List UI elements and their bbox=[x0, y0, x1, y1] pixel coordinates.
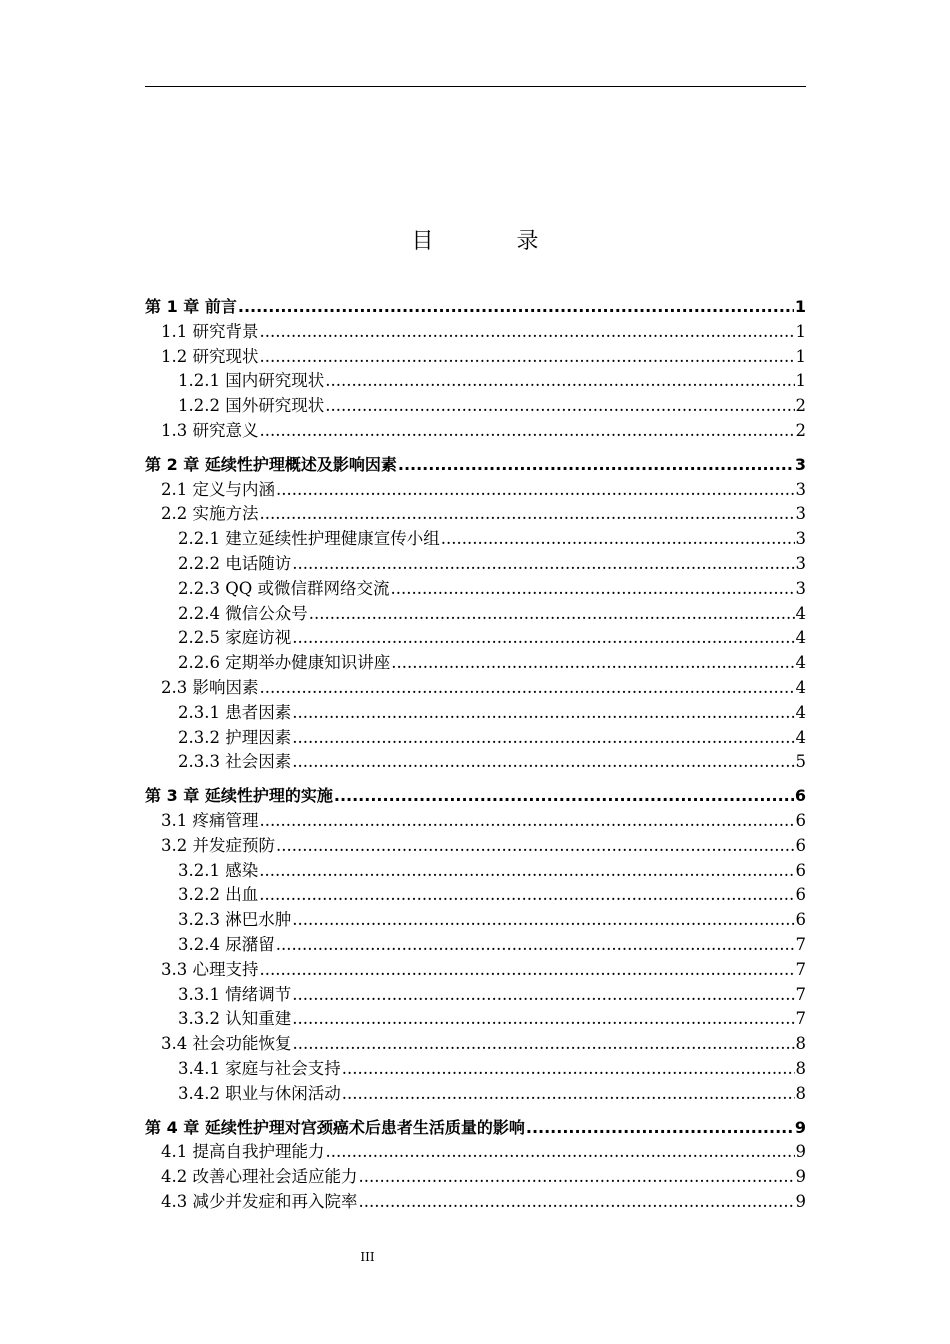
toc-entry[interactable] bbox=[145, 834, 806, 859]
toc-dot-leader bbox=[334, 784, 794, 809]
toc-dot-leader bbox=[398, 453, 794, 478]
toc-entry-title: 2.2 实施方法 bbox=[161, 504, 259, 524]
toc-entry-title: 3.4.2 职业与休闲活动 bbox=[178, 1083, 341, 1103]
toc-entry[interactable] bbox=[145, 933, 806, 958]
toc-entry-title: 2.3.3 社会因素 bbox=[178, 752, 292, 772]
toc-entry-title: 2.2.1 建立延续性护理健康宣传小组 bbox=[178, 529, 440, 549]
toc-entry[interactable] bbox=[145, 1057, 806, 1082]
toc-dot-leader bbox=[326, 1140, 795, 1165]
toc-entry-title: 4.2 改善心理社会适应能力 bbox=[161, 1167, 358, 1187]
toc-dot-leader bbox=[292, 983, 794, 1008]
toc-entry-title: 2.3.2 护理因素 bbox=[178, 727, 292, 747]
toc-entry-title: 3.2.4 尿潴留 bbox=[178, 934, 275, 954]
toc-entry-page: 2 bbox=[795, 420, 806, 440]
toc-entry-page: 8 bbox=[795, 1083, 806, 1103]
toc-entry-page: 7 bbox=[795, 959, 806, 979]
toc-entry-title: 3.2.3 淋巴水肿 bbox=[178, 910, 292, 930]
toc-dot-leader bbox=[325, 394, 794, 419]
toc-dot-leader bbox=[325, 369, 794, 394]
toc-entry-page: 6 bbox=[794, 786, 806, 806]
toc-entry-title: 2.2.2 电话随访 bbox=[178, 553, 292, 573]
toc-entry-page: 4 bbox=[795, 603, 806, 623]
toc-entry[interactable] bbox=[145, 527, 806, 552]
toc-entry-title: 2.2.6 定期举办健康知识讲座 bbox=[178, 653, 391, 673]
toc-dot-leader bbox=[292, 1007, 794, 1032]
toc-entry[interactable] bbox=[145, 1165, 806, 1190]
toc-entry-page: 1 bbox=[795, 371, 806, 391]
toc-entry[interactable] bbox=[145, 394, 806, 419]
toc-dot-leader bbox=[260, 809, 795, 834]
toc-dot-leader bbox=[276, 834, 795, 859]
toc-entry-title: 2.2.5 家庭访视 bbox=[178, 628, 292, 648]
toc-entry[interactable] bbox=[145, 908, 806, 933]
toc-dot-leader bbox=[342, 1057, 795, 1082]
toc-entry[interactable] bbox=[145, 602, 806, 627]
toc-entry-page: 6 bbox=[795, 810, 806, 830]
toc-entry[interactable] bbox=[145, 809, 806, 834]
toc-entry-page: 9 bbox=[794, 1117, 806, 1137]
toc-entry[interactable] bbox=[145, 983, 806, 1008]
toc-entry[interactable] bbox=[145, 502, 806, 527]
toc-entry[interactable] bbox=[145, 1032, 806, 1057]
toc-chapter-entry[interactable] bbox=[145, 295, 806, 320]
toc-entry-page: 6 bbox=[795, 835, 806, 855]
toc-entry-title: 3.1 疼痛管理 bbox=[161, 810, 259, 830]
toc-entry-page: 5 bbox=[795, 752, 806, 772]
toc-dot-leader bbox=[292, 552, 794, 577]
toc-entry[interactable] bbox=[145, 883, 806, 908]
toc-entry-page: 7 bbox=[795, 934, 806, 954]
table-of-contents bbox=[145, 295, 806, 1215]
toc-entry-page: 9 bbox=[795, 1191, 806, 1211]
toc-entry-page: 6 bbox=[795, 885, 806, 905]
toc-dot-leader bbox=[292, 726, 794, 751]
toc-dot-leader bbox=[359, 1190, 795, 1215]
toc-entry-title: 1.3 研究意义 bbox=[161, 420, 259, 440]
toc-entry-title: 1.2.2 国外研究现状 bbox=[178, 396, 325, 416]
toc-dot-leader bbox=[276, 933, 795, 958]
toc-entry[interactable] bbox=[145, 478, 806, 503]
toc-dot-leader bbox=[260, 320, 795, 345]
toc-entry-title: 第 3 章 延续性护理的实施 bbox=[145, 786, 333, 806]
toc-entry-title: 3.2.2 出血 bbox=[178, 885, 259, 905]
toc-entry-page: 3 bbox=[795, 529, 806, 549]
toc-entry[interactable] bbox=[145, 1140, 806, 1165]
toc-entry[interactable] bbox=[145, 345, 806, 370]
toc-entry[interactable] bbox=[145, 626, 806, 651]
toc-entry-page: 1 bbox=[794, 297, 806, 316]
toc-entry-title: 1.1 研究背景 bbox=[161, 321, 259, 341]
toc-entry-page: 3 bbox=[795, 553, 806, 573]
toc-entry-title: 3.2.1 感染 bbox=[178, 860, 259, 880]
toc-dot-leader bbox=[391, 651, 794, 676]
toc-dot-leader bbox=[342, 1082, 795, 1107]
toc-entry-page: 9 bbox=[795, 1142, 806, 1162]
toc-entry-page: 3 bbox=[795, 504, 806, 524]
toc-dot-leader bbox=[259, 883, 794, 908]
toc-entry-page: 8 bbox=[795, 1058, 806, 1078]
toc-entry-title: 4.1 提高自我护理能力 bbox=[161, 1142, 325, 1162]
toc-entry-page: 3 bbox=[795, 578, 806, 598]
toc-entry-page: 4 bbox=[795, 702, 806, 722]
toc-entry-title: 第 1 章 前言 bbox=[145, 297, 237, 316]
toc-entry-title: 3.3.1 情绪调节 bbox=[178, 984, 292, 1004]
toc-dot-leader bbox=[260, 419, 795, 444]
toc-entry-title: 1.2 研究现状 bbox=[161, 346, 259, 366]
header-rule bbox=[145, 86, 806, 87]
toc-entry-title: 2.2.3 QQ 或微信群网络交流 bbox=[178, 578, 390, 598]
toc-entry-title: 3.3 心理支持 bbox=[161, 959, 259, 979]
toc-entry[interactable] bbox=[145, 419, 806, 444]
toc-dot-leader bbox=[441, 527, 795, 552]
toc-dot-leader bbox=[526, 1116, 794, 1141]
toc-entry-title: 3.3.2 认知重建 bbox=[178, 1009, 292, 1029]
toc-entry-page: 6 bbox=[795, 910, 806, 930]
toc-entry[interactable] bbox=[145, 958, 806, 983]
toc-dot-leader bbox=[276, 478, 795, 503]
toc-entry-page: 2 bbox=[795, 396, 806, 416]
toc-entry-page: 1 bbox=[795, 346, 806, 366]
toc-chapter-entry[interactable] bbox=[145, 453, 806, 478]
toc-dot-leader bbox=[292, 908, 794, 933]
toc-dot-leader bbox=[391, 577, 795, 602]
toc-entry[interactable] bbox=[145, 651, 806, 676]
toc-entry[interactable] bbox=[145, 676, 806, 701]
toc-dot-leader bbox=[260, 345, 795, 370]
toc-entry-title: 2.3.1 患者因素 bbox=[178, 702, 292, 722]
toc-entry[interactable] bbox=[145, 1007, 806, 1032]
toc-entry[interactable] bbox=[145, 859, 806, 884]
toc-chapter-entry[interactable] bbox=[145, 1116, 806, 1141]
toc-dot-leader bbox=[292, 701, 794, 726]
toc-entry-title: 3.2 并发症预防 bbox=[161, 835, 275, 855]
toc-entry-page: 1 bbox=[795, 321, 806, 341]
toc-entry-title: 第 2 章 延续性护理概述及影响因素 bbox=[145, 454, 397, 474]
toc-entry-page: 3 bbox=[794, 454, 806, 474]
toc-dot-leader bbox=[260, 502, 795, 527]
toc-entry-title: 4.3 减少并发症和再入院率 bbox=[161, 1191, 358, 1211]
toc-entry-page: 8 bbox=[795, 1034, 806, 1054]
toc-entry-title: 2.3 影响因素 bbox=[161, 677, 259, 697]
toc-entry[interactable] bbox=[145, 1190, 806, 1215]
page-number: III bbox=[360, 1250, 375, 1264]
toc-entry-page: 4 bbox=[795, 628, 806, 648]
toc-chapter-entry[interactable] bbox=[145, 784, 806, 809]
toc-entry-title: 1.2.1 国内研究现状 bbox=[178, 371, 325, 391]
toc-entry-page: 7 bbox=[795, 1009, 806, 1029]
toc-entry-page: 4 bbox=[795, 727, 806, 747]
toc-entry[interactable] bbox=[145, 750, 806, 775]
toc-entry[interactable] bbox=[145, 701, 806, 726]
toc-entry[interactable] bbox=[145, 577, 806, 602]
toc-dot-leader bbox=[292, 750, 794, 775]
toc-entry-page: 9 bbox=[795, 1167, 806, 1187]
page-title: 目 录 bbox=[411, 229, 577, 254]
toc-entry[interactable] bbox=[145, 1082, 806, 1107]
toc-entry-title: 3.4 社会功能恢复 bbox=[161, 1034, 292, 1054]
toc-entry-page: 4 bbox=[795, 653, 806, 673]
toc-dot-leader bbox=[260, 958, 795, 983]
toc-entry[interactable] bbox=[145, 369, 806, 394]
toc-entry-page: 4 bbox=[795, 677, 806, 697]
toc-entry[interactable] bbox=[145, 320, 806, 345]
toc-entry-page: 6 bbox=[795, 860, 806, 880]
toc-dot-leader bbox=[359, 1165, 795, 1190]
toc-entry-title: 3.4.1 家庭与社会支持 bbox=[178, 1058, 341, 1078]
toc-entry[interactable] bbox=[145, 552, 806, 577]
toc-entry-title: 第 4 章 延续性护理对宫颈癌术后患者生活质量的影响 bbox=[145, 1117, 525, 1137]
toc-dot-leader bbox=[292, 626, 794, 651]
toc-entry-page: 7 bbox=[795, 984, 806, 1004]
toc-entry-page: 3 bbox=[795, 479, 806, 499]
toc-dot-leader bbox=[260, 676, 795, 701]
toc-entry[interactable] bbox=[145, 726, 806, 751]
toc-entry-title: 2.2.4 微信公众号 bbox=[178, 603, 308, 623]
toc-dot-leader bbox=[293, 1032, 795, 1057]
toc-entry-title: 2.1 定义与内涵 bbox=[161, 479, 275, 499]
toc-dot-leader bbox=[309, 602, 795, 627]
toc-dot-leader bbox=[259, 859, 794, 884]
toc-dot-leader bbox=[238, 295, 794, 320]
